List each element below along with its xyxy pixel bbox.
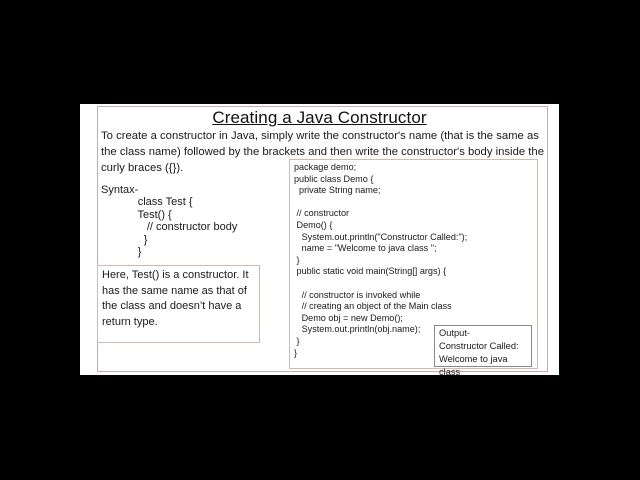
slide-title: Creating a Java Constructor: [212, 108, 427, 127]
code-line: Demo obj = new Demo();: [294, 312, 403, 323]
output-line: Constructor Called:: [439, 341, 519, 351]
output-box: [434, 325, 532, 377]
syntax-block: [101, 184, 237, 258]
code-line: public class Demo {: [294, 173, 374, 184]
code-line: }: [294, 347, 298, 358]
output-line: Welcome to java class: [439, 354, 508, 377]
code-line: }: [294, 335, 300, 346]
output-label: Output-: [439, 328, 471, 338]
slide: [80, 104, 559, 375]
code-line: package demo;: [294, 162, 357, 172]
code-line: private String name;: [294, 185, 381, 196]
code-line: System.out.println("Constructor Called:");: [294, 231, 468, 242]
syntax-line: // constructor body: [146, 221, 238, 234]
syntax-line: Test() {: [137, 208, 172, 221]
intro-paragraph: To create a constructor in Java, simply write the constructor's name (that is the same as the class name) followed by the brackets and then write the constructor's body inside the curly braces ({}).: [101, 130, 544, 174]
code-line: [294, 278, 533, 290]
syntax-line: class Test {: [137, 196, 193, 209]
code-line: Demo() {: [294, 219, 333, 230]
code-line: // creating an object of the Main class: [294, 301, 452, 312]
code-line: }: [294, 254, 300, 265]
code-line: System.out.println(obj.name);: [294, 324, 421, 335]
code-line: name = "Welcome to java class ";: [294, 243, 437, 254]
constructor-note-box: Here, Test() is a constructor. It has the same name as that of the class and doesn’t have a return type.: [97, 265, 260, 343]
syntax-line: }: [143, 233, 148, 246]
syntax-label: Syntax-: [101, 184, 139, 196]
code-line: // constructor is invoked while: [294, 289, 421, 300]
code-line: [294, 197, 533, 209]
code-line: public static void main(String[] args) {: [294, 266, 447, 277]
code-line: // constructor: [294, 208, 350, 219]
syntax-line: }: [137, 246, 142, 259]
